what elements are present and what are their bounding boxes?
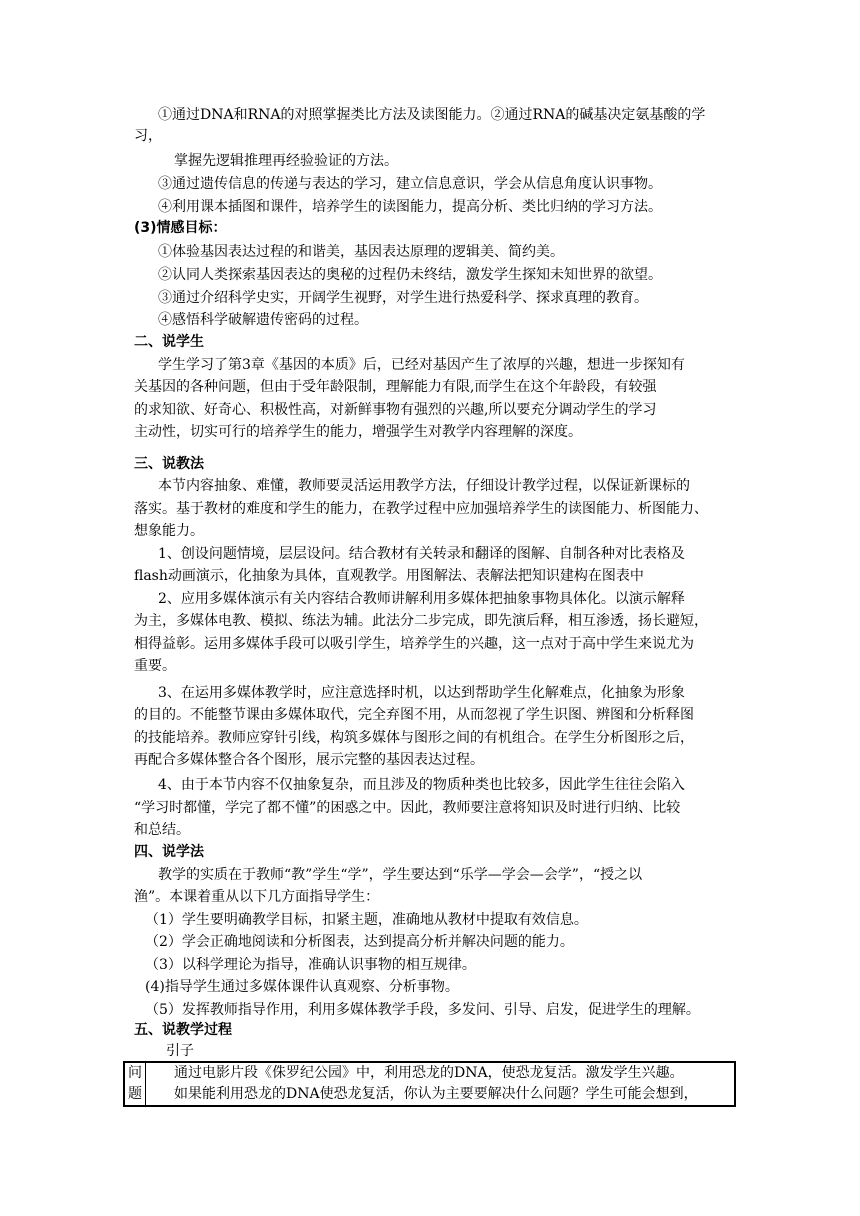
text-line: 落实。基于教材的难度和学生的能力，在教学过程中应加强培养学生的读图能力、析图能力、: [134, 501, 708, 517]
text-line: 再配合多媒体整合各个图形，展示完整的基因表达过程。: [134, 752, 484, 768]
text-line: 教学的实质在于教师“教”学生“学”，学生要达到“乐学—学会—会学”，“授之以: [158, 867, 643, 883]
text-line: ①体验基因表达过程的和谐美，基因表达原理的逻辑美、简约美。: [158, 244, 564, 260]
section-heading: 三、说教法: [134, 456, 204, 472]
text-line: 渔”。本课着重从以下几方面指导学生：: [134, 889, 380, 905]
section-heading: 二、说学生: [134, 334, 204, 350]
section-heading: (3)情感目标：: [134, 220, 227, 236]
text-line: 想象能力。: [134, 523, 204, 539]
text-line: 3、在运用多媒体教学时，应注意选择时机，以达到帮助学生化解难点，化抽象为形象: [158, 685, 685, 701]
text-line: 的求知欲、好奇心、积极性高，对新鲜事物有强烈的兴趣,所以要充分调动学生的学习: [134, 402, 657, 418]
text-line: 学生学习了第3章《基因的本质》后，已经对基因产生了浓厚的兴趣，想进一步探知有: [158, 357, 685, 373]
text-line: 掌握先逻辑推理再经验验证的方法。: [174, 153, 398, 169]
text-line: 关基因的各种问题，但由于受年龄限制，理解能力有限,而学生在这个年龄段，有较强: [134, 379, 657, 395]
text-line: “学习时都懂，学完了都不懂”的困惑之中。因此，教师要注意将知识及时进行归纳、比较: [134, 800, 681, 816]
section-heading: 五、说教学过程: [134, 1022, 232, 1038]
text-line: 重要。: [134, 658, 176, 674]
list-item: （2）学会正确地阅读和分析图表，达到提高分析并解决问题的能力。: [145, 934, 574, 950]
list-item: （3）以科学理论为指导，准确认识事物的相互规律。: [145, 957, 476, 973]
table-label-cell: 题: [124, 1084, 146, 1106]
table-cell: 如果能利用恐龙的DNA使恐龙复活，你认为主要要解决什么问题？学生可能会想到，: [174, 1086, 698, 1102]
table-label-cell: 问: [124, 1062, 146, 1084]
list-item: （1）学生要明确教学目标，扣紧主题，准确地从教材中提取有效信息。: [145, 912, 588, 928]
table-row: [124, 1062, 735, 1084]
text-line: 引子: [166, 1043, 194, 1059]
text-line: 的技能培养。教师应穿针引线，构筑多媒体与图形之间的有机组合。在学生分析图形之后，: [134, 730, 694, 746]
text-line: 和总结。: [134, 822, 190, 838]
table-row: [124, 1084, 735, 1106]
text-line: ①通过DNA和RNA的对照掌握类比方法及读图能力。②通过RNA的碱基决定氨基酸的学: [158, 107, 706, 123]
table-cell: 通过电影片段《侏罗纪公园》中，利用恐龙的DNA，使恐龙复活。激发学生兴趣。: [174, 1065, 684, 1081]
text-line: ④感悟科学破解遗传密码的过程。: [158, 312, 368, 328]
text-line: ④利用课本插图和课件，培养学生的读图能力，提高分析、类比归纳的学习方法。: [158, 199, 662, 215]
text-line: 4、由于本节内容不仅抽象复杂，而且涉及的物质种类也比较多，因此学生往往会陷入: [158, 777, 685, 793]
text-line: 主动性，切实可行的培养学生的能力，增强学生对教学内容理解的深度。: [134, 424, 582, 440]
text-line: 相得益彰。运用多媒体手段可以吸引学生，培养学生的兴趣，这一点对于高中学生来说尤为: [134, 636, 694, 652]
text-line: 习，: [134, 128, 162, 144]
text-line: ③通过介绍科学史实，开阔学生视野，对学生进行热爱科学、探求真理的教育。: [158, 290, 648, 306]
text-line: ②认同人类探索基因表达的奥秘的过程仍未终结，激发学生探知未知世界的欲望。: [158, 267, 662, 283]
text-line: 的目的。不能整节课由多媒体取代，完全弃图不用，从而忽视了学生识图、辨图和分析释图: [134, 707, 694, 723]
text-line: 1、创设问题情境，层层设问。结合教材有关转录和翻译的图解、自制各种对比表格及: [158, 546, 685, 562]
text-line: 2、应用多媒体演示有关内容结合教师讲解利用多媒体把抽象事物具体化。以演示解释: [158, 591, 685, 607]
list-item: （5）发挥教师指导作用，利用多媒体教学手段，多发问、引导、启发，促进学生的理解。: [145, 1002, 700, 1018]
section-heading: 四、说学法: [134, 844, 204, 860]
text-line: flash动画演示，化抽象为具体，直观教学。用图解法、表解法把知识建构在图表中: [134, 568, 644, 584]
text-line: 本节内容抽象、难懂，教师要灵活运用教学方法，仔细设计教学过程，以保证新课标的: [158, 478, 690, 494]
list-item: (4)指导学生通过多媒体课件认真观察、分析事物。: [145, 979, 459, 995]
teaching-process-table: [123, 1061, 736, 1107]
text-line: ③通过遗传信息的传递与表达的学习，建立信息意识，学会从信息角度认识事物。: [158, 176, 662, 192]
text-line: 为主，多媒体电教、模拟、练法为辅。此法分二步完成，即先演后释，相互渗透，扬长避短，: [134, 613, 708, 629]
